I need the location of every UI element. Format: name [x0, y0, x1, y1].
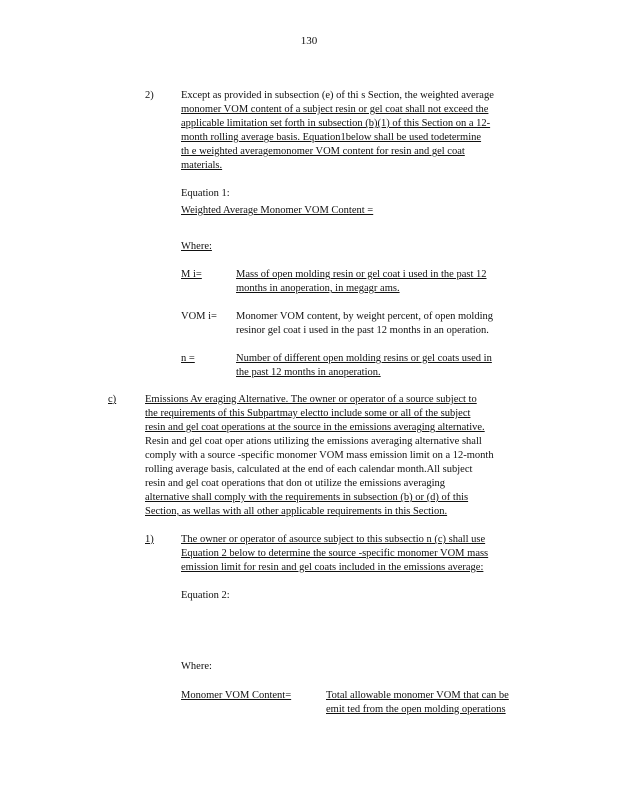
definition-desc-total-1: Total allowable monomer VOM that can be — [326, 690, 509, 701]
definition-desc-vomi-1: Monomer VOM content, by weight percent, of open molding — [236, 311, 494, 322]
item-2-line-6: materials. — [181, 160, 223, 171]
page-number: 130 — [300, 35, 318, 47]
equation-1-text: Weighted Average Monomer VOM Content = — [181, 205, 374, 216]
item-1-line-3: emission limit for resin and gel coats included in the emissions average: — [181, 562, 484, 573]
where-label-1: Where: — [181, 241, 212, 252]
item-1-line-2: Equation 2 below to determine the source -specific monomer VOM mass — [181, 548, 489, 559]
definition-desc-mi-2: months in anoperation, in megagr ams. — [236, 283, 400, 294]
definition-term-n: n = — [181, 353, 195, 364]
item-c-line-4: Resin and gel coat oper ations utilizing the emissions averaging alternative shall — [145, 436, 482, 447]
item-2-line-4: month rolling average basis. Equation1below shall be used todetermine — [181, 132, 482, 143]
equation-1-label: Equation 1: — [181, 188, 230, 199]
item-c-line-9: Section, as wellas with all other applicable requirements in this Section. — [145, 506, 448, 517]
definition-desc-vomi-2: resinor gel coat i used in the past 12 months in an operation. — [236, 325, 489, 336]
item-c-line-5: comply with a source -specific monomer VOM mass emission limit on a 12-month — [145, 450, 494, 461]
item-1-label: 1) — [145, 534, 154, 545]
item-c-line-8: alternative shall comply with the requirements in subsection (b) or (d) of this — [145, 492, 469, 503]
item-c-line-6: rolling average basis, calculated at the end of each calendar month.All subject — [145, 464, 473, 475]
definition-term-monomer-vom-content: Monomer VOM Content= — [181, 690, 292, 701]
item-2-line-1: Except as provided in subsection (e) of thi s Section, the weighted average — [181, 90, 494, 101]
definition-term-vomi: VOM i= — [181, 311, 217, 322]
item-1-line-1: The owner or operator of asource subject to this subsectio n (c) shall use — [181, 534, 486, 545]
item-c-line-1: Emissions Av eraging Alternative. The owner or operator of a source subject to — [145, 394, 477, 405]
equation-2-label: Equation 2: — [181, 590, 230, 601]
item-c-line-7: resin and gel coat operations that don ot utilize the emissions averaging — [145, 478, 446, 489]
definition-desc-mi-1: Mass of open molding resin or gel coat i used in the past 12 — [236, 269, 487, 280]
definition-desc-n-1: Number of different open molding resins or gel coats used in — [236, 353, 492, 364]
item-2-line-5: th e weighted averagemonomer VOM content for resin and gel coat — [181, 146, 465, 157]
definition-term-mi: M i= — [181, 269, 202, 280]
item-c-label: c) — [108, 394, 117, 405]
item-2-label: 2) — [145, 90, 154, 101]
item-2-line-2: monomer VOM content of a subject resin or gel coat shall not exceed the — [181, 104, 489, 115]
definition-desc-total-2: emit ted from the open molding operations — [326, 704, 506, 715]
item-c-line-3: resin and gel coat operations at the source in the emissions averaging alternative. — [145, 422, 485, 433]
item-2-line-3: applicable limitation set forth in subsection (b)(1) of this Section on a 12- — [181, 118, 491, 129]
where-label-2: Where: — [181, 661, 212, 672]
item-c-line-2: the requirements of this Subpartmay electto include some or all of the subject — [145, 408, 471, 419]
definition-desc-n-2: the past 12 months in anoperation. — [236, 367, 381, 378]
